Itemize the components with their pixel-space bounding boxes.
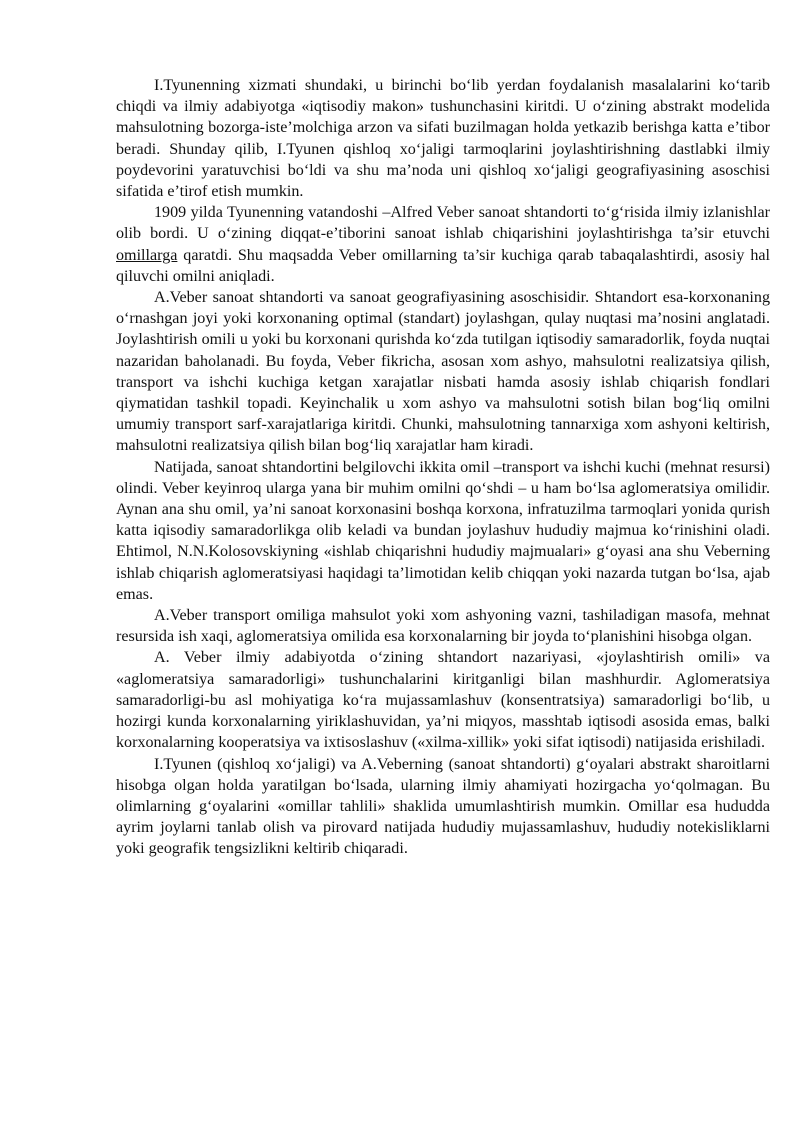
paragraph-text: Natijada, sanoat shtandortini belgilovchi ikkita omil –transport va ishchi kuchi (mehnat resursi) olindi. Veber keyinroq ularga yana bir muhim omilni qo‘shdi – u ham bo‘lsa aglomeratsiya omilidir. Aynan ana shu omil, ya’ni sanoat korxonasini boshqa korxona, infratuzilma tarmoqlari yonida qurish katta iqisodiy samaradorlikga olib keladi va bundan joylashuv hududiy majmua ko‘rinishini oladi. Ehtimol, N.N.Kolosovskiyning «ishlab chiqarishni hududiy majmualari» g‘oyasi ana shu Veberning ishlab chiqarish aglomeratsiyasi haqidagi ta’limotidan kelib chiqqan yoki nazarda tutgan bo‘lsa, ajab emas. [116,458,770,603]
document-page [116,75,770,860]
paragraph-shtandort-definition [116,287,770,457]
paragraph-conclusion [116,754,770,860]
paragraph-text: A.Veber transport omiliga mahsulot yoki xom ashyoning vazni, tashiladigan masofa, mehnat resursida ish xaqi, aglomeratsiya omilida esa korxonalarning bir joyda to‘planishini hisobga olgan. [116,607,770,646]
paragraph-transport-factor [116,605,770,647]
paragraph-text: I.Tyunenning xizmati shundaki, u birinchi bo‘lib yerdan foydalanish masalalarini ko‘tarib chiqdi va ilmiy adabiyotga «iqtisodiy makon» tushunchasini kiritdi. U o‘zining abstrakt modelida mahsulotning bozorga-iste’molchiga arzon va sifati buzilmagan holda yetkazib berishga katta e’tibor beradi. Shunday qilib, I.Tyunen qishloq xo‘jaligi tarmoqlarini joylashtirishning dastlabki ilmiy poydevorini yaratuvchisi bo‘ldi va shu ma’noda uni qishloq xo‘jaligi geografiyasining asoschisi sifatida e’tirof etish mumkin. [116,77,770,201]
underlined-term: omillarga [116,246,178,264]
paragraph-text: A. Veber ilmiy adabiyotda o‘zining shtandort nazariyasi, «joylashtirish omili» va «aglomeratsiya samaradorligi» tushunchalarini kiritganligi bilan mashhurdir. Aglomeratsiya samaradorligi-bu asl mohiyatiga ko‘ra mujassamlashuv (konsentratsiya) samaradorligi bo‘lib, u hozirgi kunda korxonalarning yiriklashuvidan, ya’ni miqyos, masshtab iqtisodi asosida emas, balki korxonalarning kooperatsiya va ixtisoslashuv («xilma-xillik» yoki sifat iqtisodi) natijasida erishiladi. [116,649,770,752]
paragraph-shtandort-theory [116,647,770,753]
paragraph-text: 1909 yilda Tyunenning vatandoshi –Alfred Veber sanoat shtandorti to‘g‘risida ilmiy izlanishlar olib bordi. U o‘zining diqqat-e’tiborini sanoat ishlab chiqarishini joylashtirishga ta’sir etuvchi [116,204,770,243]
paragraph-text: I.Tyunen (qishloq xo‘jaligi) va A.Veberning (sanoat shtandorti) g‘oyalari abstrakt sharoitlarni hisobga olgan holda yaratilgan bo‘lsada, ularning ilmiy ahamiyati hozirgacha yo‘qolmagan. Bu olimlarning g‘oyalarini «omillar tahlili» shaklida umumlashtirish mumkin. Omillar esa hududda ayrim joylarni tanlab olish va pirovard natijada hududiy mujassamlashuv, hududiy notekisliklarni yoki geografik tengsizlikni keltirib chiqaradi. [116,755,770,858]
paragraph-tyunen-contribution [116,75,770,202]
paragraph-text: A.Veber sanoat shtandorti va sanoat geografiyasining asoschisidir. Shtandort esa-korxonaning o‘rnashgan joyi yoki korxonaning optimal (standart) joylashgan, qulay nuqtasi ma’nosini anglatadi. Joylashtirish omili u yoki bu korxonani qurishda ko‘zda tutilgan iqtisodiy samaradorlik, foyda nuqtai nazaridan baholanadi. Bu foyda, Veber fikricha, asosan xom ashyo, mahsulotni realizatsiya qilish, transport va ishchi kuchiga ketgan xarajatlar nisbati hamda asosiy ishlab chiqarish fondlari qiymatidan tashkil topadi. Keyinchalik u xom ashyo va mahsulotni sotish bilan bog‘liq omilni umumiy transport sarf-xarajatlariga kiritdi. Chunki, mahsulotning tannarxiga xom ashyoni keltirish, mahsulotni realizatsiya qilish bilan bog‘liq xarajatlar ham kiradi. [116,289,770,455]
paragraph-text: qaratdi. Shu maqsadda Veber omillarning ta’sir kuchiga qarab tabaqalashtirdi, asosiy hal qiluvchi omilni aniqladi. [116,246,770,285]
paragraph-veber-1909 [116,202,770,287]
paragraph-aglomeratsiya [116,457,770,605]
